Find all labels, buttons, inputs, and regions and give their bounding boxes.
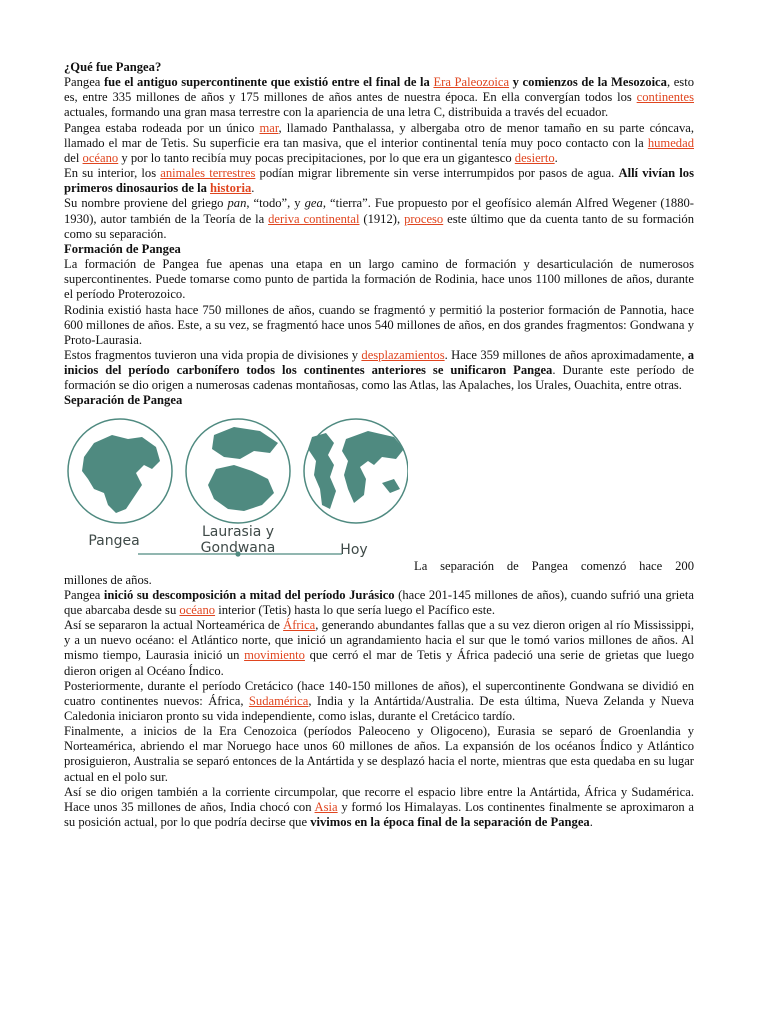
inline-link[interactable]: proceso	[404, 211, 444, 226]
inline-link[interactable]: Era Paleozoica	[433, 75, 510, 90]
inline-link[interactable]: desplazamientos	[361, 347, 445, 362]
text-run: y por lo tanto recibía muy pocas precipitaciones, por lo que era un gigantesco	[118, 150, 515, 165]
inline-link[interactable]: Sudamérica	[248, 693, 309, 708]
text-run: y formó los Himalayas. Los continentes finalmente se aproximaron a su posición actual, por lo que podría decirse que	[64, 799, 694, 830]
text-run: , llamado Panthalassa, y albergaba otro de menor tamaño en su parte cóncava, llamado el mar de Tetis. Su superficie era tan masiva, que el interior continental tenía muy poco contacto con la	[64, 120, 694, 150]
bold-text: fue el antiguo supercontinente que existió entre el final de la	[103, 75, 434, 90]
text-run: que cerró el mar de Tetis y África padeció una serie de grietas que luego dieron origen al Océano Índico.	[64, 648, 694, 678]
paragraph-2	[64, 121, 694, 166]
text-run: Pangea estaba rodeada por un único	[64, 120, 260, 135]
inline-link[interactable]: África	[283, 618, 316, 633]
paragraph-1	[64, 75, 694, 120]
text-run: . Hace 359 millones de años aproximadamente,	[444, 347, 688, 362]
figure-block	[64, 413, 694, 573]
heading-separacion: Separación de Pangea	[64, 393, 183, 408]
text-run: (hace 201-145 millones de años), cuando sufrió una grieta que abarcaba desde su	[64, 587, 694, 617]
text-run: este último que da cuenta tanto de su formación como su separación.	[64, 211, 694, 241]
text-run: (1912),	[359, 211, 405, 226]
document-page	[64, 60, 694, 830]
text-run: , “tierra”. Fue propuesto por el geofísico alemán Alfred Wegener (1880-1930), autor también de la Teoría de la	[64, 196, 694, 226]
bold-text: inició su descomposición a mitad del período Jurásico	[103, 587, 395, 602]
label-pangea: Pangea	[88, 532, 140, 549]
text-run: . Durante este período de formación se dio origen a numerosas cadenas montañosas, como las Atlas, las Apalaches, los Urales, Ouachita, entre otras.	[64, 363, 694, 393]
inline-link[interactable]: animales terrestres	[160, 166, 256, 181]
inline-link[interactable]: desierto	[514, 150, 555, 165]
text-run: Su nombre proviene del griego	[64, 196, 228, 211]
text-run: Posteriormente, durante el período Cretácico (hace 140-150 millones de años), el supercontinente Gondwana se dividió en cuatro continentes nuevos: África,	[64, 678, 694, 708]
text-run: Estos fragmentos tuvieron una vida propia de divisiones y	[64, 347, 362, 362]
text-run: Rodinia existió hasta hace 750 millones de años, cuando se fragmentó y permitió la posterior formación de Pannotia, hace 600 millones de años. Este, a su vez, se fragmentó hace unos 540 millones de años, en dos grandes fragmentos: Gondwana y Proto-Laurasia.	[64, 302, 694, 347]
bold-text: a inicios del período carbonífero todos los continentes anteriores se unificaron Pangea	[64, 347, 694, 378]
inline-link[interactable]: movimiento	[244, 648, 305, 663]
paragraph-12	[64, 785, 694, 830]
inline-link[interactable]: mar	[259, 120, 279, 135]
inline-link[interactable]: continentes	[636, 90, 694, 105]
bold-text: vivimos en la época final de la separación de Pangea	[310, 815, 590, 830]
text-run: podían migrar libremente sin verse interrumpidos por pasos de agua.	[255, 166, 619, 181]
inline-link[interactable]: océano	[82, 150, 119, 165]
text-run: actuales, formando una gran masa terrestre con la apariencia de una letra C, distribuida a través del ecuador.	[64, 105, 609, 120]
label-laurasia: Laurasia y	[201, 523, 275, 540]
text-run: La formación de Pangea fue apenas una etapa en un largo camino de formación y desarticulación de numerosos supercontinentes. Puede tomarse como punto de partida la formación de Rodinia, hace unos 1100 millones de años, durante el período Proterozoico.	[64, 257, 694, 302]
text-run: , “todo”, y	[246, 196, 305, 211]
text-run: Así se dio origen también a la corriente circumpolar, que recorre el espacio libre entre la Antártida, África y Sudamérica. Hace unos 35 millones de años, India chocó con	[64, 784, 694, 814]
paragraph-5	[64, 257, 694, 302]
text-run: Finalmente, a inicios de la Era Cenozoica (períodos Paleoceno y Oligoceno), Eurasia se separó de Groenlandia y Norteamérica, abriendo el mar Noruego hace unos 60 millones de años. La expansión de los océanos Índico y Atlántico prosiguieron, Australia se separó entonces de la Antártida y se desplazó hacia el norte, mientras que esta quedaba en su lugar actual en el polo sur.	[64, 724, 694, 784]
paragraph-10	[64, 679, 694, 724]
figure-caption-continued: millones de años.	[64, 572, 152, 587]
paragraph-9	[64, 618, 694, 679]
text-run: interior (Tetis) hasta lo que sería luego el Pacífico este.	[215, 602, 495, 617]
paragraph-3	[64, 166, 694, 196]
paragraph-6	[64, 303, 694, 348]
italic-text: gea	[304, 196, 323, 211]
text-run: En su interior, los	[64, 166, 161, 181]
text-run: .	[554, 150, 558, 165]
text-run: , esto es, entre 335 millones de años y 175 millones de años antes de nuestra época. En ella convergían todos los	[64, 75, 694, 105]
paragraph-7	[64, 348, 694, 393]
label-gondwana: Gondwana	[200, 539, 276, 556]
inline-link[interactable]: historia	[210, 181, 252, 196]
italic-text: pan	[227, 196, 247, 211]
pangea-figure	[64, 413, 408, 573]
inline-link[interactable]: humedad	[647, 135, 694, 150]
text-run: Pangea	[64, 587, 104, 602]
inline-link[interactable]: océano	[179, 602, 216, 617]
text-run: , generando abundantes fallas que a su vez dieron origen al río Mississippi, y a un nuevo océano: el Atlántico norte, que inició un agrandamiento hacia el sur que le tomó varios millones de años. Al mismo tiempo, Laurasia inició un	[64, 618, 694, 663]
paragraph-4	[64, 196, 694, 241]
inline-link[interactable]: deriva continental	[268, 211, 360, 226]
text-run: Así se separaron la actual Norteamérica de	[64, 618, 284, 633]
text-run: , India y la Antártida/Australia. De esta última, Nueva Zelanda y Nueva Caledonia iniciaron pronto su vida independiente, como islas, durante el Cretácico tardío.	[64, 693, 694, 723]
label-hoy: Hoy	[340, 541, 368, 558]
text-run: .	[251, 181, 255, 196]
paragraph-8	[64, 588, 694, 618]
text-run: .	[589, 815, 593, 830]
text-run: del	[64, 150, 83, 165]
bold-text: Allí vivían los primeros dinosaurios de la	[64, 166, 694, 196]
bold-text: y comienzos de la Mesozoica	[509, 75, 667, 90]
inline-link[interactable]: Asia	[314, 799, 338, 814]
heading-que-fue-pangea: ¿Qué fue Pangea?	[64, 60, 162, 74]
text-run: Pangea	[64, 75, 104, 90]
heading-formacion: Formación de Pangea	[64, 241, 181, 256]
paragraph-11	[64, 724, 694, 785]
figure-caption: La separación de Pangea comenzó hace 200	[414, 559, 694, 574]
